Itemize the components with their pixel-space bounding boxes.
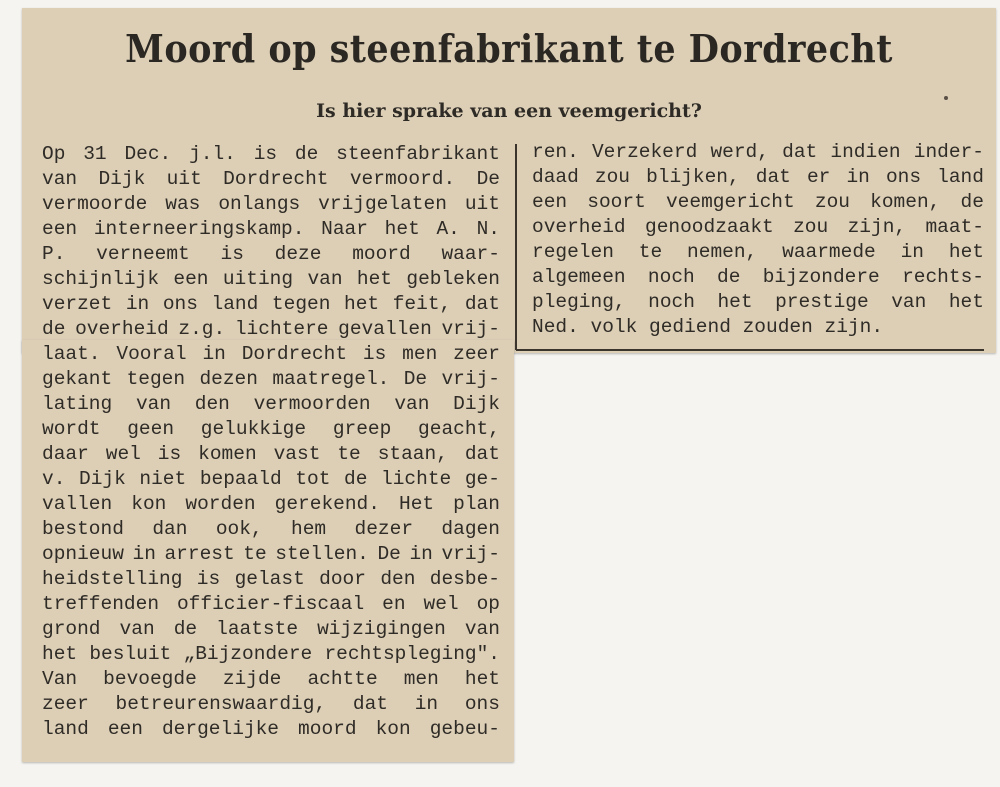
word: worden <box>185 493 256 515</box>
word: land <box>211 293 259 315</box>
word: kon <box>131 493 167 515</box>
word: land <box>42 718 89 740</box>
word: v. <box>42 468 66 490</box>
text-line <box>42 192 500 217</box>
word: dergelijke <box>161 718 280 740</box>
word: zeer <box>42 693 89 715</box>
text-line <box>42 317 500 342</box>
word: van <box>307 268 343 290</box>
word: Ned. <box>532 316 579 338</box>
word: op <box>476 593 500 615</box>
word: betreurenswaardig, <box>115 693 327 715</box>
text-line <box>532 215 984 240</box>
headline: Moord op steenfabrikant te Dordrecht <box>125 26 893 71</box>
word: kon <box>375 718 411 740</box>
word: den <box>194 393 230 415</box>
word: wel <box>105 443 141 465</box>
word: ons <box>885 166 922 188</box>
word: onlangs <box>218 193 301 215</box>
word: rechtspleging". <box>324 643 500 665</box>
word: De <box>403 368 428 390</box>
word: veemgericht <box>665 191 795 213</box>
word: door <box>319 568 366 590</box>
word: de <box>717 266 741 288</box>
word: de <box>344 468 368 490</box>
text-line <box>42 242 500 267</box>
text-line <box>532 140 984 165</box>
word: wel <box>423 593 459 615</box>
word: ook, <box>215 518 263 540</box>
left-column <box>42 142 500 742</box>
word: ons <box>162 293 198 315</box>
text-line <box>42 667 500 692</box>
word: stellen. <box>275 543 369 565</box>
text-line <box>42 392 500 417</box>
word: is <box>220 243 244 265</box>
word: is <box>362 343 387 365</box>
word: waar- <box>441 243 500 265</box>
word: van <box>891 291 927 313</box>
word: bepaald <box>199 468 282 490</box>
word: rechts- <box>902 266 984 288</box>
text-line <box>42 467 500 492</box>
word: noch <box>648 291 695 313</box>
word: geacht, <box>418 418 500 440</box>
word: tegen <box>271 293 331 315</box>
text-line <box>42 417 500 442</box>
word: tegen <box>126 368 186 390</box>
word: volk <box>590 316 638 338</box>
word: Dec. <box>124 143 172 165</box>
word: zijde <box>222 668 282 690</box>
word: de <box>960 191 984 213</box>
word: Naar <box>321 218 368 240</box>
text-line <box>42 442 500 467</box>
text-line <box>42 342 500 367</box>
text-line <box>42 567 500 592</box>
word: vallen <box>42 493 113 515</box>
word: wijzigingen <box>317 618 446 640</box>
text-line <box>42 167 500 192</box>
word: in <box>202 343 226 365</box>
word: vrij- <box>441 318 500 340</box>
word: Dijk <box>453 393 500 415</box>
word: komen <box>198 443 257 465</box>
word: deze <box>274 243 322 265</box>
word: vrij- <box>441 368 500 390</box>
word: komen, <box>870 191 941 213</box>
word: Dijk <box>98 168 146 190</box>
word: den <box>380 568 416 590</box>
word: het <box>464 668 500 690</box>
word: soort <box>587 191 646 213</box>
word: zou <box>793 216 829 238</box>
word: verneemt <box>96 243 190 265</box>
word: genoodzaakt <box>645 216 774 238</box>
word: daar <box>42 443 89 465</box>
word: werd, <box>710 141 769 163</box>
word: heidstelling <box>42 568 183 590</box>
word: „Bijzondere <box>183 643 313 665</box>
word: gelukkige <box>200 418 307 440</box>
word: de <box>173 618 198 640</box>
word: 31 <box>83 143 107 165</box>
word: dat <box>464 293 500 315</box>
word: bevoegde <box>103 668 197 690</box>
word: moord <box>352 243 411 265</box>
word: dezer <box>354 518 414 540</box>
word: interneeringskamp. <box>93 218 305 240</box>
word: vermoord. <box>349 168 456 190</box>
text-line <box>532 315 984 340</box>
word: Verzekerd <box>591 141 698 163</box>
word: vast <box>273 443 321 465</box>
word: opnieuw <box>42 543 124 565</box>
word: maatregel. <box>272 368 390 390</box>
word: geen <box>127 418 175 440</box>
word: officier-fiscaal <box>176 593 365 615</box>
word: gebeu- <box>429 718 500 740</box>
word: verzet <box>42 293 113 315</box>
word: dat <box>352 693 388 715</box>
word: uit <box>464 193 500 215</box>
word: zijn, <box>847 216 907 238</box>
word: zijn. <box>824 316 884 338</box>
word: te <box>337 443 361 465</box>
word: is <box>196 568 221 590</box>
word: uiting <box>222 268 294 290</box>
word: gebleken <box>406 268 500 290</box>
word: feit, <box>392 293 452 315</box>
word: overheid <box>75 318 169 340</box>
text-line <box>42 367 500 392</box>
word: j.l. <box>189 143 236 165</box>
word: wordt <box>42 418 101 440</box>
word: algemeen <box>532 266 626 288</box>
text-line <box>42 517 500 542</box>
word: ge- <box>464 468 500 490</box>
word: vrij- <box>441 543 500 565</box>
text-line <box>42 492 500 517</box>
word: Van <box>42 668 78 690</box>
word: dezen <box>199 368 258 390</box>
text-line <box>42 267 500 292</box>
word: blijken, <box>646 166 740 188</box>
word: in <box>414 693 439 715</box>
word: nemen, <box>687 241 758 263</box>
word: een <box>532 191 568 213</box>
paper-speck <box>944 96 948 100</box>
word: hem <box>291 518 327 540</box>
word: van <box>394 393 430 415</box>
word: lichte <box>381 468 452 490</box>
word: steenfabrikant <box>336 143 500 165</box>
word: te <box>638 241 663 263</box>
word: het <box>948 241 984 263</box>
word: ons <box>464 693 500 715</box>
word: de <box>42 318 66 340</box>
word: dat <box>782 141 818 163</box>
word: het <box>42 643 78 665</box>
word: in <box>409 543 433 565</box>
word: dan <box>152 518 188 540</box>
word: regelen <box>532 241 614 263</box>
word: Dijk <box>79 468 126 490</box>
word: ren. <box>532 141 579 163</box>
word: van <box>464 618 500 640</box>
word: een <box>42 218 78 240</box>
word: dat <box>464 443 500 465</box>
text-line <box>532 240 984 265</box>
word: besluit <box>89 643 172 665</box>
word: greep <box>332 418 392 440</box>
word: N. <box>476 218 500 240</box>
text-line <box>42 292 500 317</box>
word: gevallen <box>338 318 432 340</box>
word: het <box>948 291 984 313</box>
word: achtte <box>307 668 378 690</box>
text-line <box>42 617 500 642</box>
word: gerekend. <box>274 493 380 515</box>
word: indien <box>830 141 901 163</box>
word: tot <box>295 468 331 490</box>
word: daad <box>532 166 579 188</box>
word: Dordrecht <box>241 343 348 365</box>
word: Op <box>42 143 66 165</box>
word: is <box>253 143 278 165</box>
word: waarmede <box>782 241 876 263</box>
word: desbe- <box>429 568 500 590</box>
word: maat- <box>925 216 984 238</box>
word: gekant <box>42 368 113 390</box>
word: Vooral <box>116 343 187 365</box>
text-line <box>532 290 984 315</box>
word: het <box>356 268 393 290</box>
word: bijzondere <box>762 266 880 288</box>
word: arrest <box>164 543 235 565</box>
word: van <box>42 168 78 190</box>
word: zeer <box>453 343 500 365</box>
word: in <box>846 166 870 188</box>
word: niet <box>139 468 187 490</box>
word: schijnlijk <box>42 268 160 290</box>
word: uit <box>166 168 202 190</box>
word: A. <box>436 218 460 240</box>
word: De <box>377 543 401 565</box>
word: staan, <box>377 443 448 465</box>
word: Het <box>399 493 435 515</box>
word: z.g. <box>178 318 226 340</box>
word: De <box>476 168 500 190</box>
word: overheid <box>532 216 626 238</box>
word: dagen <box>441 518 500 540</box>
word: zouden <box>742 316 813 338</box>
text-line <box>532 265 984 290</box>
word: is <box>157 443 182 465</box>
word: zou <box>814 191 850 213</box>
word: te <box>243 543 267 565</box>
text-line <box>42 217 500 242</box>
word: het <box>344 293 380 315</box>
word: laatste <box>216 618 299 640</box>
word: het <box>384 218 420 240</box>
word: laat. <box>42 343 101 365</box>
word: dat <box>755 166 791 188</box>
word: lichtere <box>234 318 329 340</box>
word: prestige <box>775 291 869 313</box>
text-line <box>42 692 500 717</box>
word: er <box>806 166 831 188</box>
word: het <box>717 291 753 313</box>
word: een <box>107 718 143 740</box>
end-rule <box>516 349 984 351</box>
word: de <box>294 143 319 165</box>
word: vermoorden <box>253 393 371 415</box>
word: in <box>132 543 156 565</box>
word: en <box>382 593 406 615</box>
word: P. <box>42 243 66 265</box>
word: was <box>165 193 201 215</box>
word: van <box>135 393 172 415</box>
word: plan <box>453 493 500 515</box>
word: gelast <box>234 568 305 590</box>
text-line <box>42 542 500 567</box>
text-line <box>42 642 500 667</box>
word: inder- <box>913 141 984 163</box>
text-line <box>532 165 984 190</box>
word: treffenden <box>42 593 160 615</box>
word: vermoorde <box>42 193 148 215</box>
right-column <box>532 140 984 340</box>
word: lating <box>42 393 113 415</box>
word: land <box>937 166 984 188</box>
word: van <box>119 618 155 640</box>
word: gediend <box>649 316 731 338</box>
word: een <box>173 268 209 290</box>
column-divider <box>515 144 517 350</box>
word: vrijgelaten <box>318 193 447 215</box>
text-line <box>42 592 500 617</box>
word: bestond <box>42 518 124 540</box>
word: pleging, <box>532 291 626 313</box>
text-line <box>532 190 984 215</box>
word: Dordrecht <box>223 168 329 190</box>
word: in <box>900 241 925 263</box>
text-line <box>42 142 500 167</box>
subheadline: Is hier sprake van een veemgericht? <box>316 100 702 122</box>
word: moord <box>298 718 357 740</box>
word: grond <box>42 618 101 640</box>
word: in <box>125 293 150 315</box>
word: noch <box>647 266 695 288</box>
word: men <box>402 343 438 365</box>
text-line <box>42 717 500 742</box>
word: zou <box>594 166 630 188</box>
word: men <box>403 668 439 690</box>
